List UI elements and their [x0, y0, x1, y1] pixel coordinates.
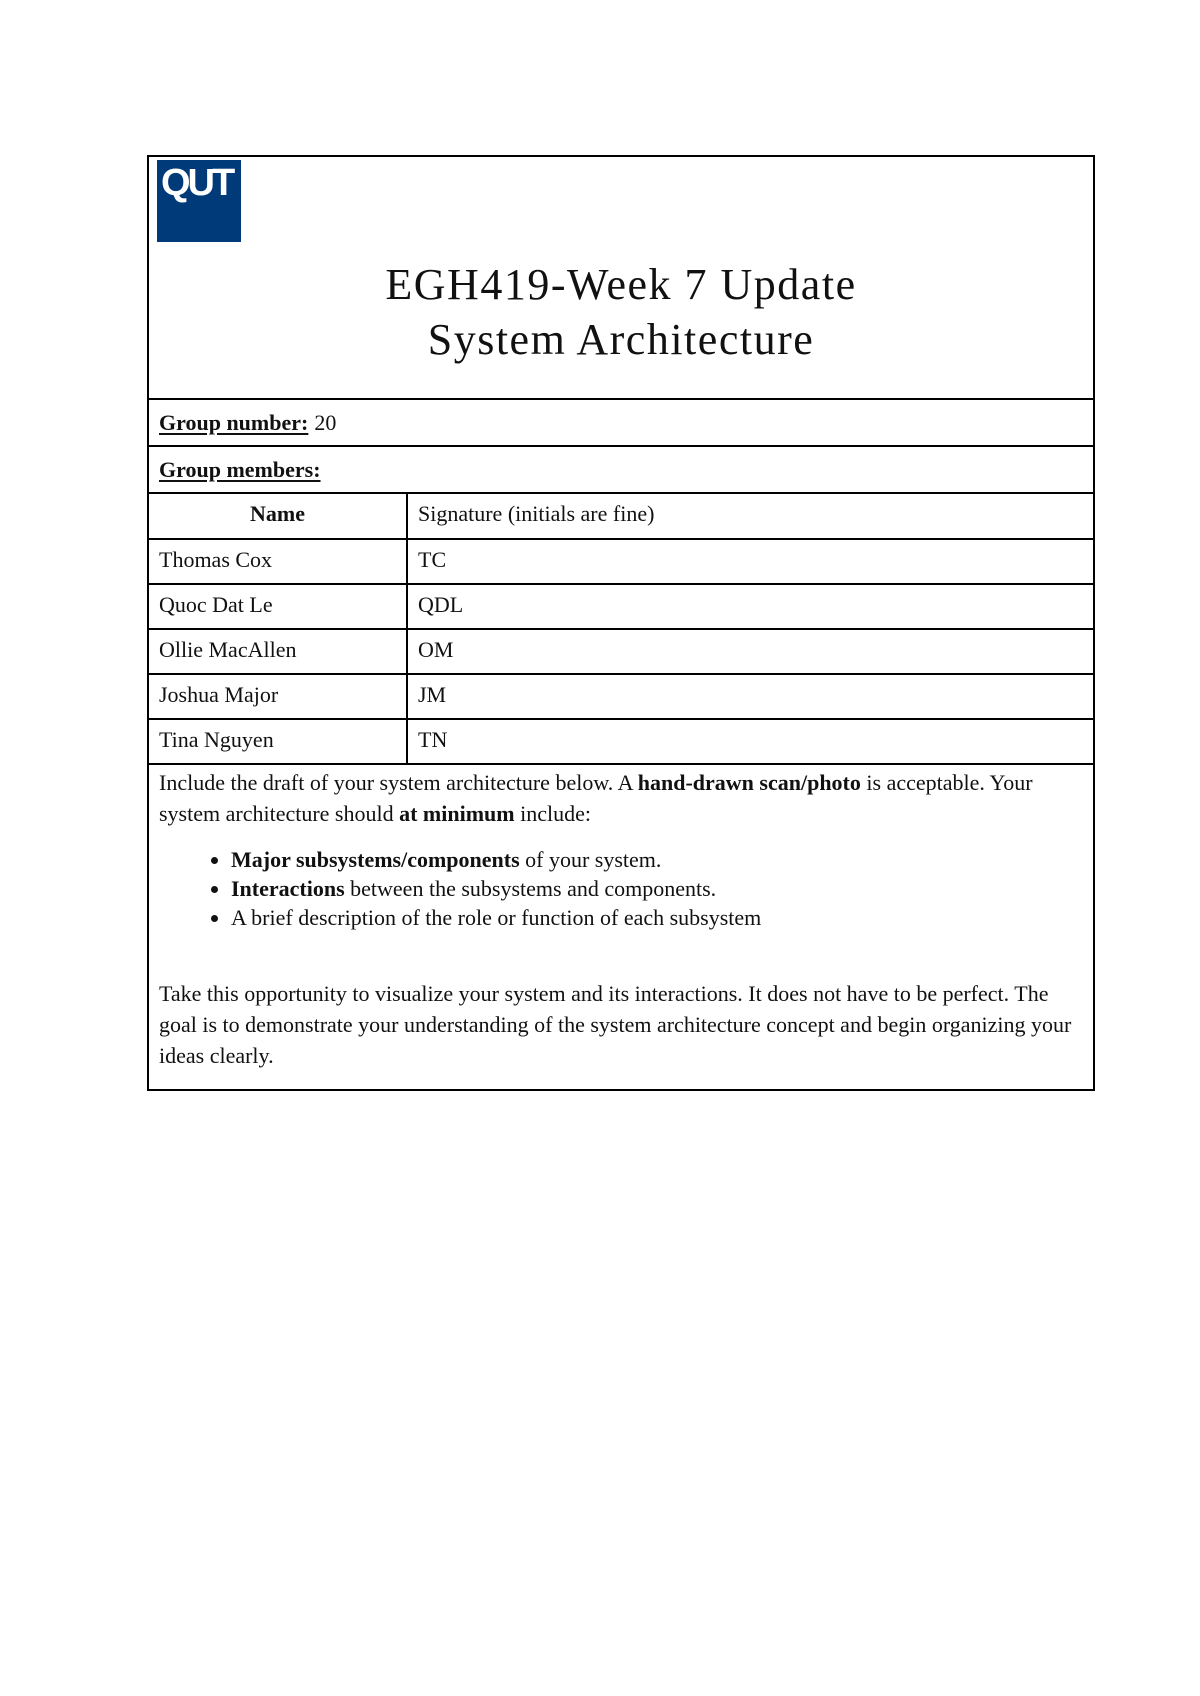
member-name: Thomas Cox	[149, 539, 407, 584]
list-item	[231, 845, 1083, 874]
instructions-closing: Take this opportunity to visualize your system and its interactions. It does not have to be perfect. The goal is to demonstrate your understanding of the system architecture concept and begin organizing your ideas clearly.	[159, 981, 1072, 1068]
signature-column-header: Signature (initials are fine)	[407, 494, 1093, 539]
instructions-section	[149, 765, 1093, 1089]
member-signature: OM	[407, 629, 1093, 674]
list-item-bold: Interactions	[231, 876, 345, 901]
intro-text: is acceptable. Your system architecture should	[159, 770, 1033, 826]
group-members-label: Group members:	[159, 457, 321, 482]
spacer	[159, 932, 1083, 961]
group-number-row	[149, 400, 1093, 447]
qut-logo	[157, 160, 241, 242]
member-name: Joshua Major	[149, 674, 407, 719]
group-number-label: Group number:	[159, 410, 309, 435]
qut-logo-text: QUT	[161, 162, 233, 204]
form-header	[149, 157, 1093, 400]
member-signature: TN	[407, 719, 1093, 764]
member-name: Tina Nguyen	[149, 719, 407, 764]
list-item-text: A brief description of the role or function of each subsystem	[231, 905, 762, 930]
name-column-header: Name	[149, 494, 407, 539]
table-row	[149, 539, 1093, 584]
table-row	[149, 584, 1093, 629]
list-item-bold: Major subsystems/components	[231, 847, 520, 872]
member-name: Ollie MacAllen	[149, 629, 407, 674]
members-table	[149, 494, 1093, 765]
member-signature: QDL	[407, 584, 1093, 629]
document-title-line-2: System Architecture	[427, 315, 815, 364]
member-name: Quoc Dat Le	[149, 584, 407, 629]
instructions-intro	[159, 767, 1083, 829]
intro-bold-text: hand-drawn scan/photo	[637, 770, 861, 795]
table-row	[149, 629, 1093, 674]
list-item-text: between the subsystems and components.	[344, 876, 717, 901]
list-item	[231, 874, 1083, 903]
table-row	[149, 674, 1093, 719]
intro-text: Include the draft of your system architecture below. A	[159, 770, 638, 795]
intro-text: include:	[514, 801, 591, 826]
table-row	[149, 719, 1093, 764]
member-signature: TC	[407, 539, 1093, 584]
intro-bold-text: at minimum	[399, 801, 515, 826]
members-table-header	[149, 494, 1093, 539]
list-item	[231, 903, 1083, 932]
document-title-line-1: EGH419-Week 7 Update	[385, 260, 857, 309]
list-item-text: of your system.	[519, 847, 662, 872]
group-number-value: 20	[314, 410, 337, 435]
member-signature: JM	[407, 674, 1093, 719]
group-members-row	[149, 447, 1093, 494]
architecture-form	[147, 155, 1095, 1091]
requirements-list	[159, 845, 1083, 932]
